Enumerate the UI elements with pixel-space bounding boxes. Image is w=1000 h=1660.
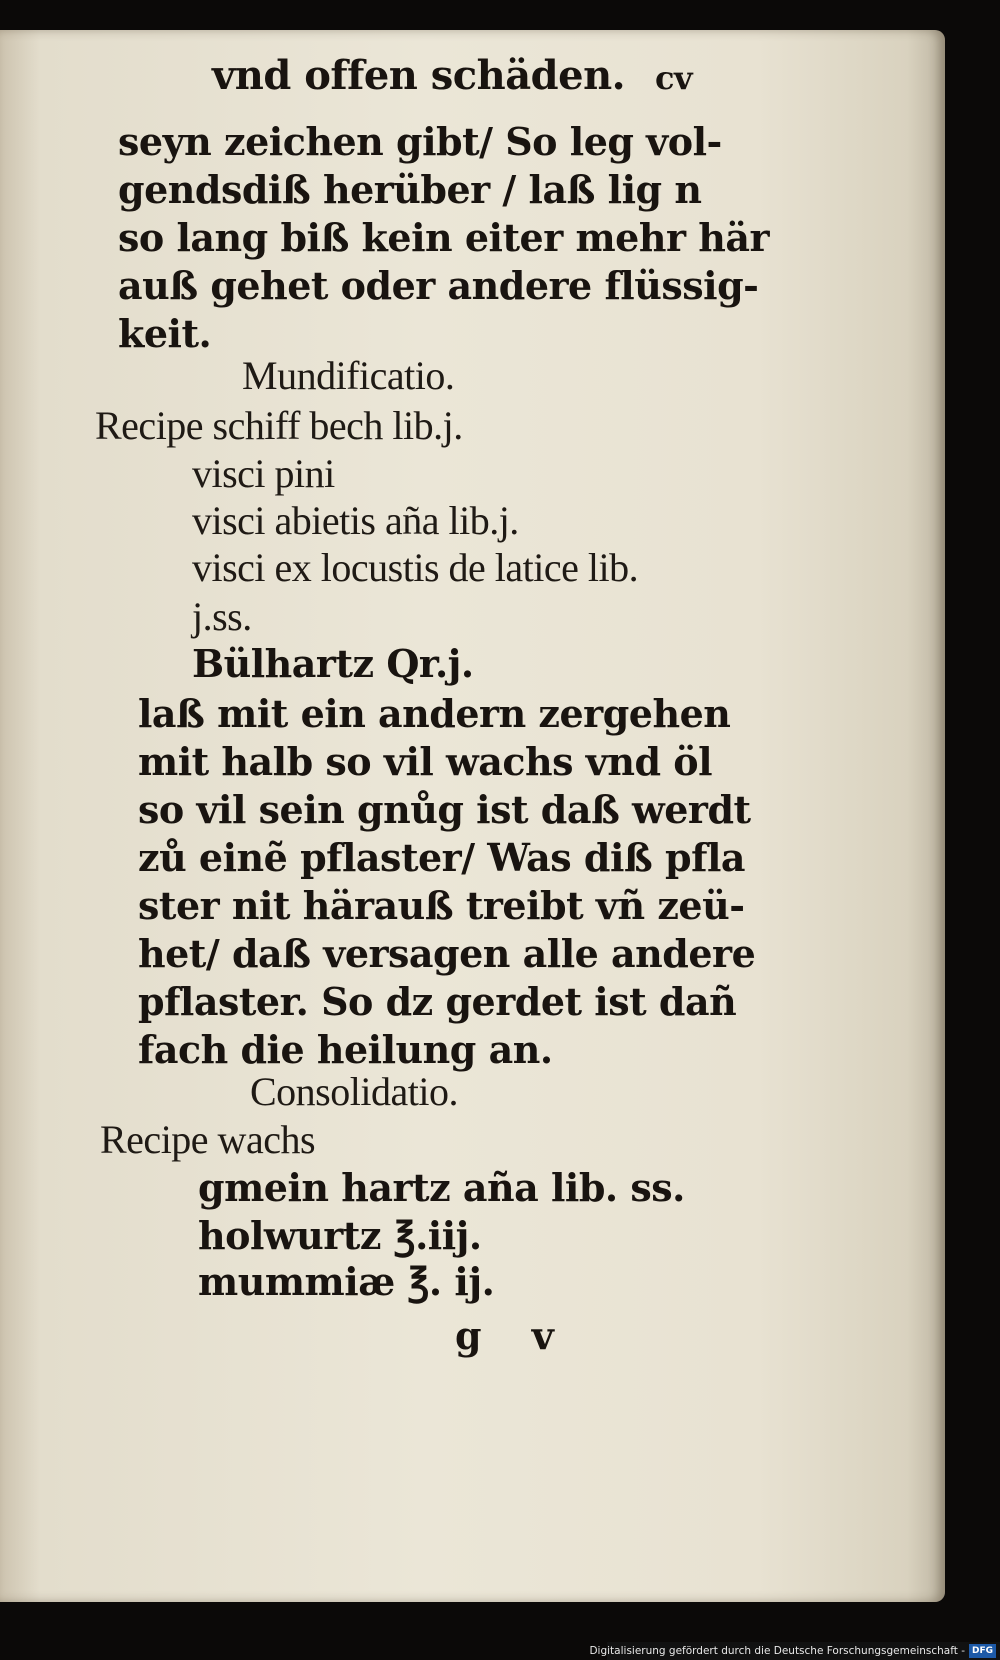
section-heading-consolidatio: Consolidatio. (250, 1069, 458, 1114)
instruction-line: pflaster. So dz gerdet ist dañ (138, 979, 737, 1024)
instruction-line: zů einẽ pflaster/ Was diß pfla (138, 835, 746, 880)
ingredient-line: gmein hartz aña lib. ss. (198, 1165, 685, 1210)
folio-number: cv (655, 59, 693, 97)
body-line: keit. (118, 311, 212, 356)
ingredient-line: visci ex locustis de latice lib. (192, 545, 639, 590)
body-line: auß gehet oder andere flüssig- (118, 263, 759, 308)
signature-mark: g v (455, 1313, 554, 1358)
footer-text: Digitalisierung gefördert durch die Deutsche Forschungsgemeinschaft - (589, 1645, 965, 1657)
instruction-line: fach die heilung an. (138, 1027, 553, 1072)
instruction-line: ster nit härauß treibt vñ zeü- (138, 883, 745, 928)
instruction-line: so vil sein gnůg ist daß werdt (138, 787, 751, 832)
ingredient-line: visci pini (192, 451, 335, 496)
ingredient-line: j.ss. (192, 594, 252, 639)
body-line: gendsdiß herüber / laß lig n (118, 167, 702, 212)
instruction-line: laß mit ein andern zergehen (138, 691, 731, 736)
ingredient-line: mummiæ ℥. ij. (198, 1259, 495, 1304)
ingredient-line: visci abietis aña lib.j. (192, 498, 519, 543)
dfg-logo: DFG (969, 1644, 996, 1658)
recipe-line: Recipe wachs (100, 1117, 316, 1162)
body-line: seyn zeichen gibt/ So leg vol- (118, 119, 722, 164)
digitization-footer (589, 1642, 1000, 1660)
instruction-line: het/ daß versagen alle andere (138, 931, 756, 976)
ingredient-line: Bülhartz Qr.j. (192, 641, 474, 686)
instruction-line: mit halb so vil wachs vnd öl (138, 739, 713, 784)
recipe-line: Recipe schiff bech lib.j. (95, 403, 463, 448)
section-heading-mundificatio: Mundificatio. (242, 353, 455, 398)
running-title: vnd offen schäden. (212, 52, 626, 99)
body-line: so lang biß kein eiter mehr här (118, 215, 769, 260)
ingredient-line: holwurtz ℥.iij. (198, 1213, 482, 1258)
